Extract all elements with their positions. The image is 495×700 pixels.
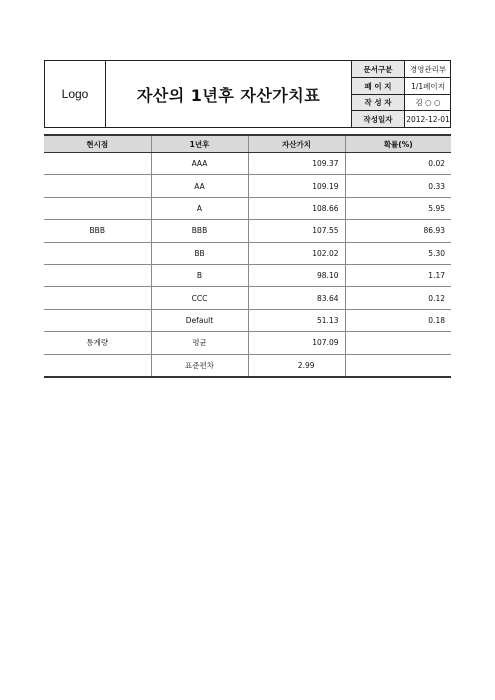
table-row xyxy=(44,242,451,264)
table-row xyxy=(44,175,451,197)
cell-current xyxy=(44,287,151,309)
meta-value: 경영관리부 xyxy=(409,64,447,74)
table-row xyxy=(44,153,451,175)
cell-prob: 5.30 xyxy=(345,242,451,264)
cell-grade: 표준편차 xyxy=(151,354,248,377)
cell-prob: 0.18 xyxy=(345,309,451,331)
table-row xyxy=(44,309,451,331)
meta-label: 페 이 지 xyxy=(352,78,405,94)
cell-prob xyxy=(345,354,451,377)
meta-row-date xyxy=(352,111,451,127)
table-row xyxy=(44,287,451,309)
meta-value: 1/1페이지 xyxy=(411,81,445,91)
cell-value: 102.02 xyxy=(248,242,345,264)
table-row xyxy=(44,264,451,286)
cell-value: 51.13 xyxy=(248,309,345,331)
cell-prob: 1.17 xyxy=(345,264,451,286)
logo: Logo xyxy=(45,61,106,127)
document-header xyxy=(44,60,451,128)
cell-grade: A xyxy=(151,197,248,219)
cell-prob: 0.02 xyxy=(345,153,451,175)
meta-row-category xyxy=(352,61,451,78)
table-row xyxy=(44,332,451,354)
meta-row-author xyxy=(352,95,451,111)
cell-grade: 평균 xyxy=(151,332,248,354)
cell-current: 통계량 xyxy=(44,332,151,354)
cell-current xyxy=(44,242,151,264)
cell-grade: Default xyxy=(151,309,248,331)
cell-current xyxy=(44,175,151,197)
cell-current xyxy=(44,197,151,219)
cell-value: 109.37 xyxy=(248,153,345,175)
meta-value: 2012-12-01 xyxy=(406,114,450,124)
cell-value: 109.19 xyxy=(248,175,345,197)
cell-grade: AA xyxy=(151,175,248,197)
cell-value: 107.55 xyxy=(248,220,345,242)
cell-value: 108.66 xyxy=(248,197,345,219)
cell-current: BBB xyxy=(44,220,151,242)
cell-grade: AAA xyxy=(151,153,248,175)
cell-value: 98.10 xyxy=(248,264,345,286)
table-header-row xyxy=(44,135,451,153)
column-header-probability: 확률(%) xyxy=(345,135,451,153)
column-header-one-year: 1년후 xyxy=(151,135,248,153)
cell-current xyxy=(44,354,151,377)
cell-value: 107.09 xyxy=(248,332,345,354)
column-header-current: 현시점 xyxy=(44,135,151,153)
cell-grade: B xyxy=(151,264,248,286)
column-header-asset-value: 자산가치 xyxy=(248,135,345,153)
cell-prob: 86.93 xyxy=(345,220,451,242)
meta-label: 문서구분 xyxy=(352,61,405,77)
table-row xyxy=(44,220,451,242)
cell-value: 83.64 xyxy=(248,287,345,309)
meta-label: 작 성 자 xyxy=(352,95,405,110)
cell-prob: 0.12 xyxy=(345,287,451,309)
document-title: 자산의 1년후 자산가치표 xyxy=(136,85,321,105)
meta-value: 김 ○ ○ xyxy=(415,98,441,107)
cell-prob: 0.33 xyxy=(345,175,451,197)
table-row xyxy=(44,354,451,377)
table-row xyxy=(44,197,451,219)
cell-prob xyxy=(345,332,451,354)
meta-row-page xyxy=(352,78,451,95)
cell-current xyxy=(44,309,151,331)
meta-table xyxy=(351,61,451,127)
cell-prob: 5.95 xyxy=(345,197,451,219)
cell-grade: CCC xyxy=(151,287,248,309)
asset-value-table xyxy=(44,134,451,378)
cell-grade: BBB xyxy=(151,220,248,242)
cell-current xyxy=(44,264,151,286)
cell-grade: BB xyxy=(151,242,248,264)
meta-label: 작성일자 xyxy=(352,111,405,127)
cell-value: 2.99 xyxy=(248,354,345,377)
cell-current xyxy=(44,153,151,175)
